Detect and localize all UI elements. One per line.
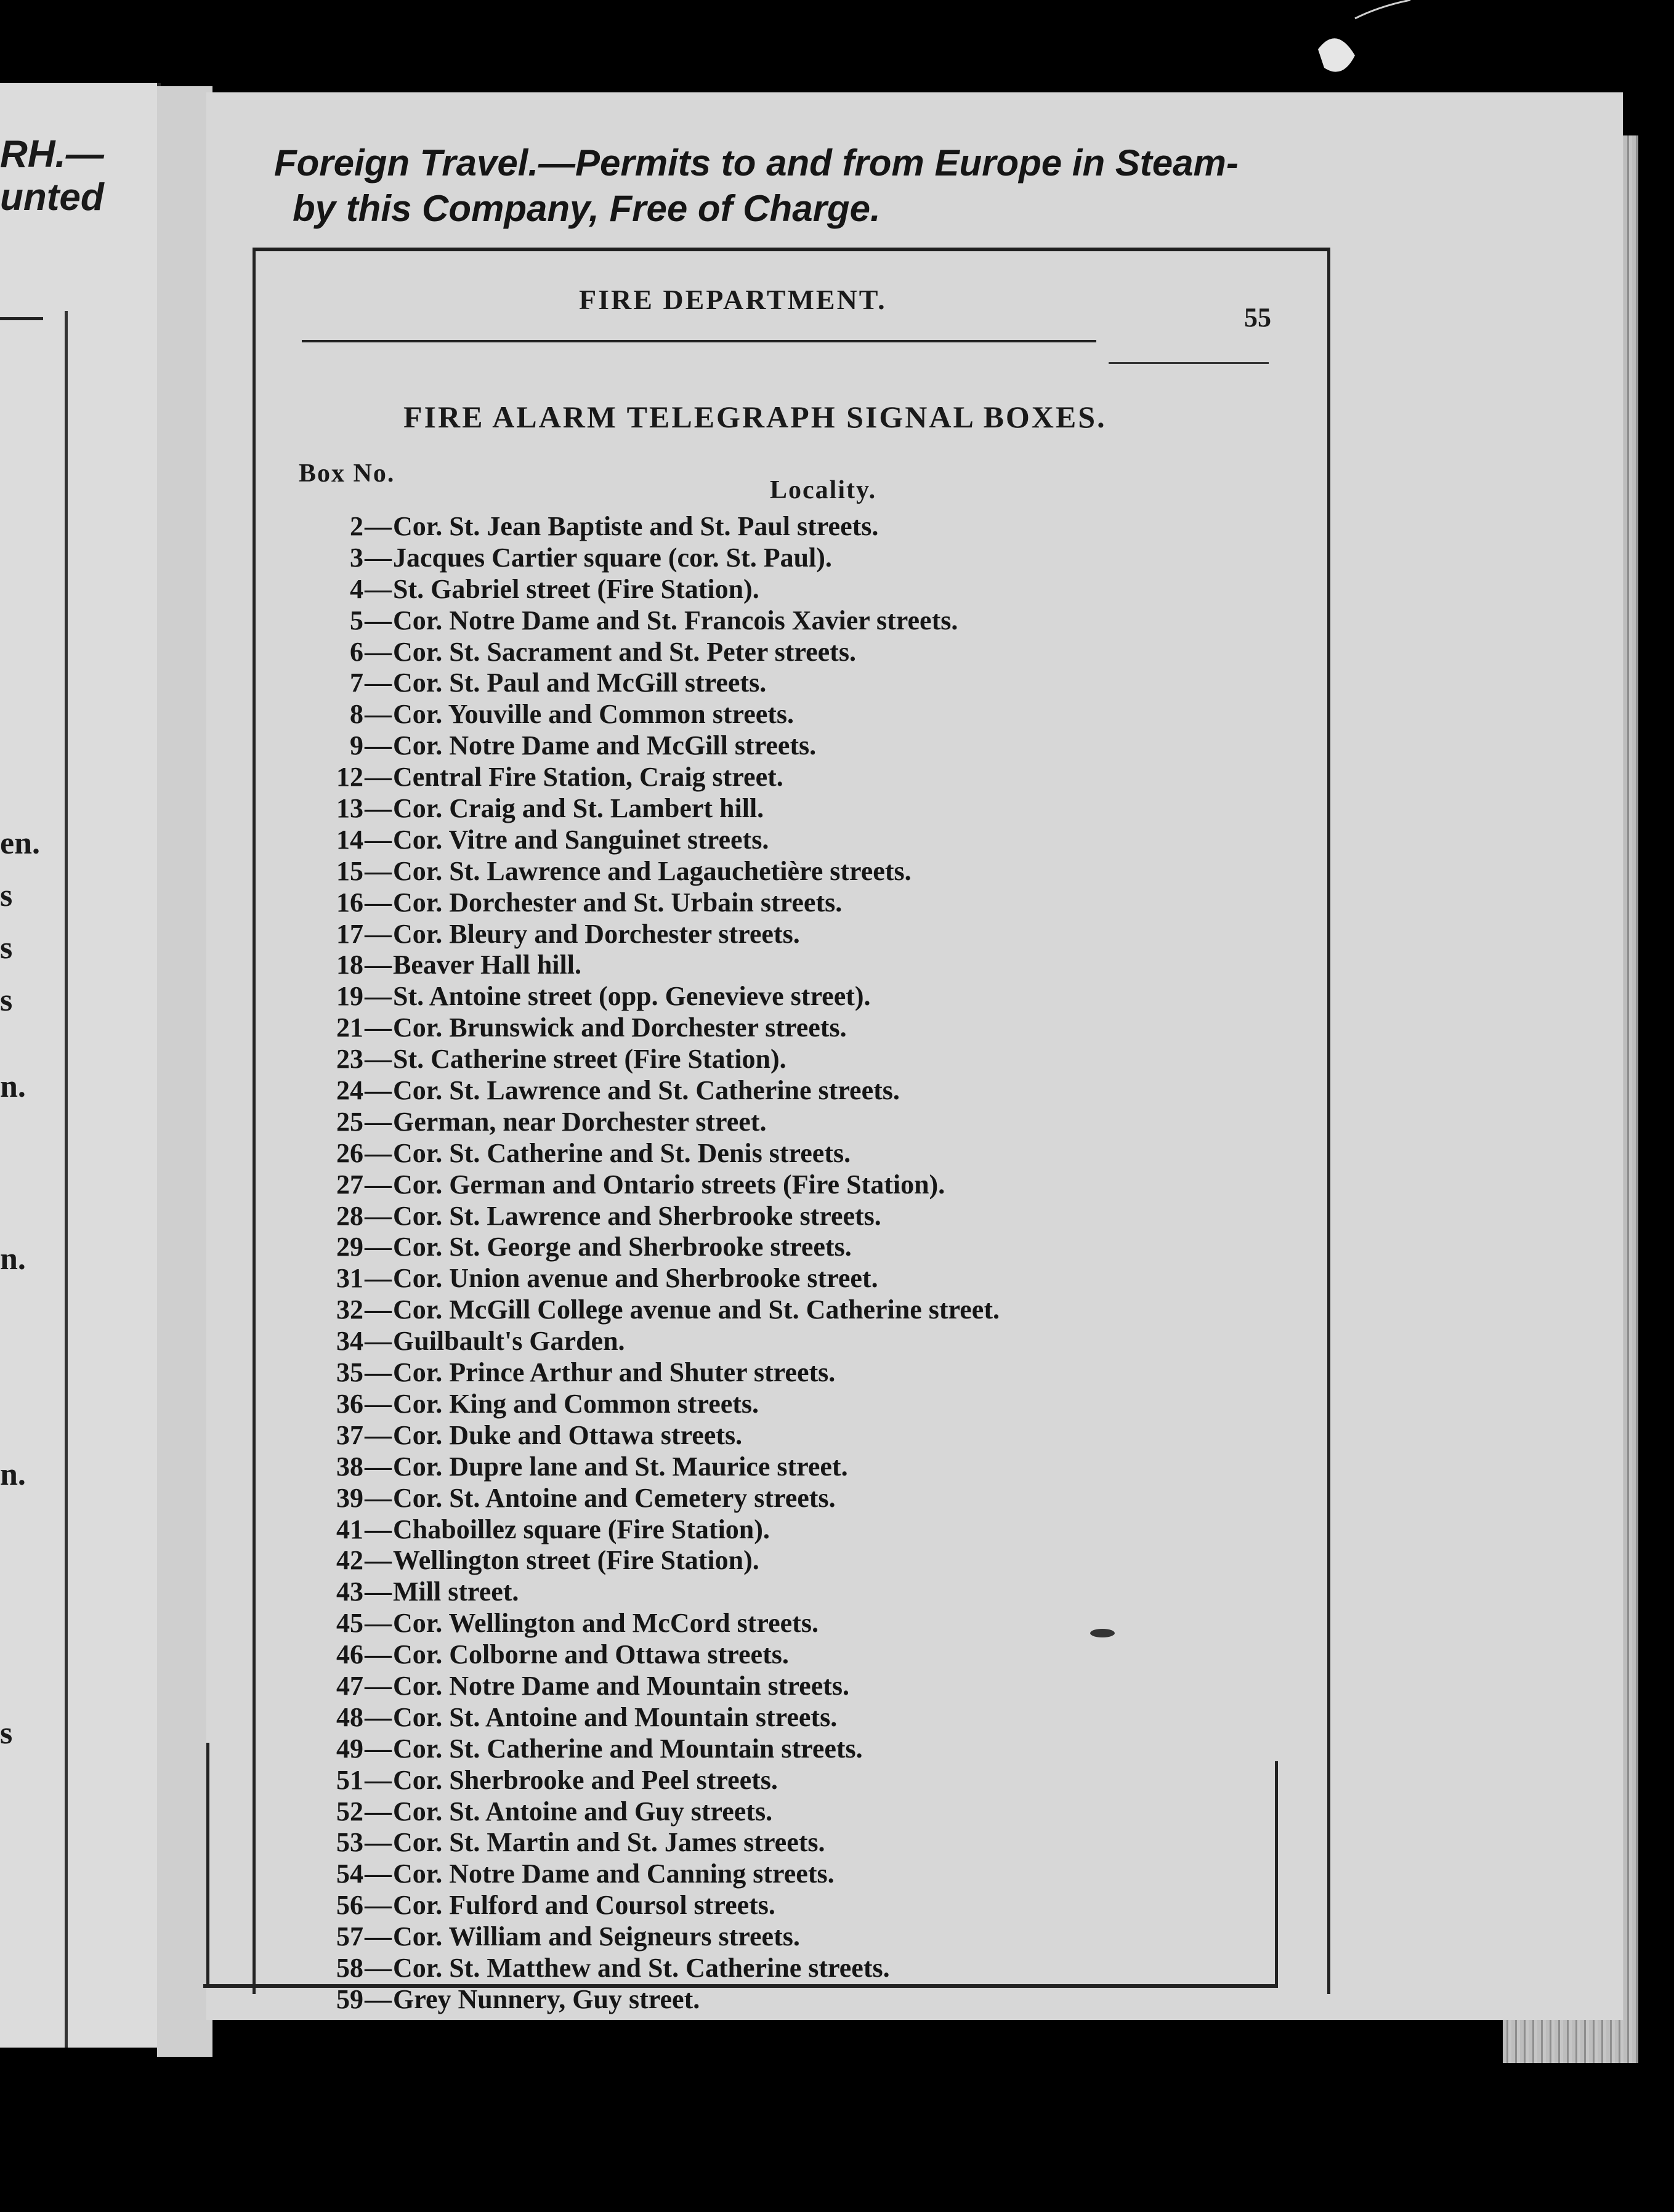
box-number: 47	[336, 1670, 363, 1701]
signal-box-entry	[259, 1107, 1275, 1138]
em-dash-separator: —	[365, 793, 392, 824]
em-dash-separator: —	[365, 1984, 392, 2014]
box-number: 14	[336, 824, 363, 855]
em-dash-separator: —	[365, 1326, 392, 1357]
box-locality: Cor. King and Common streets.	[393, 1388, 759, 1419]
signal-box-entry	[259, 1890, 1275, 1921]
list-title: FIRE ALARM TELEGRAPH SIGNAL BOXES.	[403, 400, 1107, 434]
signal-box-entry	[259, 1671, 1275, 1702]
signal-box-entry	[259, 762, 1275, 793]
signal-box-entry	[259, 699, 1275, 730]
em-dash-separator: —	[365, 1608, 392, 1639]
box-number: 42	[336, 1545, 363, 1576]
signal-box-entry	[259, 1608, 1275, 1639]
box-number: 21	[336, 1012, 363, 1043]
book-gutter	[157, 86, 212, 2057]
box-locality: Cor. Dorchester and St. Urbain streets.	[393, 887, 843, 918]
em-dash-separator: —	[365, 605, 392, 636]
box-number: 16	[336, 887, 363, 918]
box-locality: Cor. St. Martin and St. James streets.	[393, 1827, 825, 1858]
box-number: 8	[350, 699, 363, 730]
box-number: 48	[336, 1701, 363, 1732]
signal-box-entry	[259, 1326, 1275, 1357]
box-locality: Cor. McGill College avenue and St. Catherine street.	[393, 1294, 1000, 1325]
em-dash-separator: —	[365, 887, 392, 918]
signal-box-entry	[259, 668, 1275, 699]
box-number: 56	[336, 1890, 363, 1921]
box-number: 43	[336, 1576, 363, 1607]
box-number: 58	[336, 1952, 363, 1983]
em-dash-separator: —	[365, 730, 392, 761]
box-locality: Cor. St. Lawrence and Lagauchetière streets.	[393, 855, 912, 886]
box-number: 29	[336, 1232, 363, 1262]
box-locality: Cor. Vitre and Sanguinet streets.	[393, 824, 769, 855]
box-locality: Cor. Dupre lane and St. Maurice street.	[393, 1451, 848, 1482]
column-header-box-no: Box No.	[299, 459, 395, 488]
signal-box-entry	[259, 1201, 1275, 1232]
box-number: 26	[336, 1137, 363, 1168]
box-number: 13	[336, 793, 363, 824]
signal-box-entry	[259, 981, 1275, 1012]
signal-box-entry	[259, 1514, 1275, 1546]
box-number: 27	[336, 1169, 363, 1200]
header-advertisement	[274, 140, 1333, 232]
box-number: 15	[336, 855, 363, 886]
box-number: 45	[336, 1608, 363, 1639]
left-page-border	[0, 311, 68, 2048]
em-dash-separator: —	[365, 981, 392, 1012]
box-locality: Cor. St. Paul and McGill streets.	[393, 668, 767, 698]
signal-box-entry	[259, 1451, 1275, 1483]
box-number: 32	[336, 1294, 363, 1325]
em-dash-separator: —	[365, 1827, 392, 1858]
box-locality: Cor. Youville and Common streets.	[393, 699, 795, 730]
box-locality: Beaver Hall hill.	[393, 950, 581, 980]
box-locality: Cor. Notre Dame and McGill streets.	[393, 730, 817, 761]
advertisement-line: Foreign Travel.—Permits to and from Europe in Steam-	[274, 142, 1239, 184]
em-dash-separator: —	[365, 1012, 392, 1043]
em-dash-separator: —	[365, 1701, 392, 1732]
box-locality: Cor. Sherbrooke and Peel streets.	[393, 1764, 778, 1795]
signal-box-entry	[259, 1639, 1275, 1671]
box-locality: St. Antoine street (opp. Genevieve street).	[393, 981, 871, 1012]
signal-box-entry	[259, 1765, 1275, 1796]
left-page-fragment: unted	[0, 176, 104, 219]
box-locality: Cor. Duke and Ottawa streets.	[393, 1419, 743, 1450]
box-number: 25	[336, 1106, 363, 1137]
ink-speck	[1090, 1629, 1115, 1637]
em-dash-separator: —	[365, 1639, 392, 1670]
signal-box-entry	[259, 856, 1275, 887]
box-locality: Cor. St. Jean Baptiste and St. Paul streets.	[393, 511, 879, 541]
box-locality: Chaboillez square (Fire Station).	[393, 1514, 770, 1544]
em-dash-separator: —	[365, 1169, 392, 1200]
em-dash-separator: —	[365, 1200, 392, 1231]
box-number: 18	[336, 950, 363, 980]
box-number: 31	[336, 1263, 363, 1294]
box-locality: Cor. St. Antoine and Cemetery streets.	[393, 1482, 836, 1513]
signal-box-entry	[259, 1953, 1275, 1984]
em-dash-separator: —	[365, 573, 392, 604]
box-locality: Guilbault's Garden.	[393, 1326, 625, 1357]
em-dash-separator: —	[365, 1859, 392, 1889]
em-dash-separator: —	[365, 1232, 392, 1262]
box-locality: Cor. St. Antoine and Guy streets.	[393, 1796, 773, 1827]
em-dash-separator: —	[365, 1388, 392, 1419]
signal-box-entry	[259, 793, 1275, 825]
signal-box-entry	[259, 1012, 1275, 1044]
box-locality: St. Gabriel street (Fire Station).	[393, 573, 759, 604]
em-dash-separator: —	[365, 1263, 392, 1294]
box-locality: Cor. Notre Dame and Canning streets.	[393, 1859, 835, 1889]
em-dash-separator: —	[365, 1357, 392, 1388]
em-dash-separator: —	[365, 1764, 392, 1795]
em-dash-separator: —	[365, 1294, 392, 1325]
box-number: 51	[336, 1764, 363, 1795]
box-locality: Cor. Notre Dame and St. Francois Xavier streets.	[393, 605, 958, 636]
left-page-margin-mark: n.	[0, 1457, 26, 1492]
em-dash-separator: —	[365, 950, 392, 980]
em-dash-separator: —	[365, 1576, 392, 1607]
signal-box-entry	[259, 1921, 1275, 1953]
box-locality: Cor. St. Catherine and St. Denis streets.	[393, 1137, 851, 1168]
signal-box-entry	[259, 1420, 1275, 1451]
box-locality: Cor. St. Matthew and St. Catherine streets.	[393, 1952, 890, 1983]
signal-box-entry	[259, 1545, 1275, 1576]
box-number: 36	[336, 1388, 363, 1419]
signal-box-entry	[259, 1294, 1275, 1326]
box-number: 46	[336, 1639, 363, 1670]
signal-box-entry	[259, 1357, 1275, 1389]
box-number: 52	[336, 1796, 363, 1827]
em-dash-separator: —	[365, 1514, 392, 1544]
box-locality: Cor. St. George and Sherbrooke streets.	[393, 1232, 852, 1262]
column-header-locality: Locality.	[770, 476, 877, 504]
signal-box-entry	[259, 1796, 1275, 1828]
signal-box-entry	[259, 605, 1275, 637]
box-locality: Central Fire Station, Craig street.	[393, 762, 783, 793]
signal-box-entry	[259, 1483, 1275, 1514]
box-locality: Cor. St. Lawrence and St. Catherine streets.	[393, 1075, 900, 1106]
em-dash-separator: —	[365, 1733, 392, 1764]
left-page-margin-mark: s	[0, 930, 13, 966]
box-number: 39	[336, 1482, 363, 1513]
signal-box-entry	[259, 1702, 1275, 1734]
box-number: 49	[336, 1733, 363, 1764]
em-dash-separator: —	[365, 1796, 392, 1827]
box-number: 2	[350, 511, 363, 541]
signal-box-entry	[259, 950, 1275, 981]
box-locality: Mill street.	[393, 1576, 519, 1607]
box-number: 53	[336, 1827, 363, 1858]
signal-box-entry	[259, 637, 1275, 668]
box-number: 9	[350, 730, 363, 761]
section-title: FIRE DEPARTMENT.	[579, 284, 887, 315]
left-facing-page	[0, 83, 161, 2048]
em-dash-separator: —	[365, 1545, 392, 1576]
signal-box-entry	[259, 1389, 1275, 1420]
signal-box-entry	[259, 1263, 1275, 1294]
box-locality: Cor. Craig and St. Lambert hill.	[393, 793, 764, 824]
box-number: 12	[336, 762, 363, 793]
box-locality: Cor. St. Lawrence and Sherbrooke streets.	[393, 1200, 881, 1231]
em-dash-separator: —	[365, 762, 392, 793]
advertisement-line: by this Company, Free of Charge.	[293, 188, 881, 229]
box-locality: Cor. Prince Arthur and Shuter streets.	[393, 1357, 836, 1388]
header-rule-short	[1109, 362, 1269, 364]
box-locality: Grey Nunnery, Guy street.	[393, 1984, 700, 2014]
signal-box-list	[259, 511, 1275, 2016]
box-number: 5	[350, 605, 363, 636]
signal-box-entry	[259, 1232, 1275, 1263]
left-page-margin-mark: n.	[0, 1241, 26, 1277]
signal-box-entry	[259, 1138, 1275, 1169]
box-locality: German, near Dorchester street.	[393, 1106, 767, 1137]
box-number: 4	[350, 573, 363, 604]
box-locality: Cor. St. Catherine and Mountain streets.	[393, 1733, 863, 1764]
box-number: 23	[336, 1044, 363, 1075]
box-number: 54	[336, 1859, 363, 1889]
signal-box-entry	[259, 825, 1275, 856]
page-number: 55	[1244, 302, 1271, 333]
box-locality: Cor. St. Sacrament and St. Peter streets.	[393, 636, 856, 667]
left-page-margin-mark: n.	[0, 1069, 26, 1104]
em-dash-separator: —	[365, 1075, 392, 1106]
signal-box-entry	[259, 1984, 1275, 2016]
em-dash-separator: —	[365, 855, 392, 886]
signal-box-entry	[259, 919, 1275, 950]
signal-box-entry	[259, 574, 1275, 605]
box-number: 17	[336, 918, 363, 949]
signal-box-entry	[259, 730, 1275, 762]
box-number: 35	[336, 1357, 363, 1388]
box-number: 57	[336, 1921, 363, 1952]
em-dash-separator: —	[365, 542, 392, 573]
left-page-margin-mark: en.	[0, 826, 40, 861]
left-page-margin-mark: s	[0, 983, 13, 1018]
em-dash-separator: —	[365, 636, 392, 667]
left-page-margin-mark: s	[0, 1716, 13, 1751]
left-page-fragment: RH.—	[0, 133, 104, 176]
box-locality: Jacques Cartier square (cor. St. Paul).	[393, 542, 832, 573]
content-border-right	[1275, 1761, 1278, 1986]
content-border-left	[206, 1743, 209, 1986]
box-locality: St. Catherine street (Fire Station).	[393, 1044, 786, 1075]
box-number: 6	[350, 636, 363, 667]
signal-box-entry	[259, 1075, 1275, 1107]
em-dash-separator: —	[365, 1137, 392, 1168]
box-locality: Cor. Brunswick and Dorchester streets.	[393, 1012, 847, 1043]
box-number: 24	[336, 1075, 363, 1106]
box-number: 59	[336, 1984, 363, 2014]
em-dash-separator: —	[365, 1890, 392, 1921]
box-locality: Cor. German and Ontario streets (Fire Station).	[393, 1169, 945, 1200]
box-number: 37	[336, 1419, 363, 1450]
header-rule	[302, 340, 1096, 342]
em-dash-separator: —	[365, 1670, 392, 1701]
box-locality: Cor. Bleury and Dorchester streets.	[393, 918, 800, 949]
box-locality: Cor. William and Seigneurs streets.	[393, 1921, 800, 1952]
em-dash-separator: —	[365, 1044, 392, 1075]
box-number: 7	[350, 668, 363, 698]
signal-box-entry	[259, 1169, 1275, 1201]
em-dash-separator: —	[365, 1952, 392, 1983]
signal-box-entry	[259, 1734, 1275, 1765]
em-dash-separator: —	[365, 699, 392, 730]
em-dash-separator: —	[365, 1451, 392, 1482]
box-number: 19	[336, 981, 363, 1012]
left-page-margin-mark: s	[0, 878, 13, 913]
box-locality: Cor. Wellington and McCord streets.	[393, 1608, 819, 1639]
em-dash-separator: —	[365, 918, 392, 949]
box-number: 28	[336, 1200, 363, 1231]
signal-box-entry	[259, 1827, 1275, 1859]
box-number: 34	[336, 1326, 363, 1357]
signal-box-entry	[259, 1576, 1275, 1608]
box-locality: Cor. Notre Dame and Mountain streets.	[393, 1670, 850, 1701]
torn-corner-icon	[1256, 0, 1417, 123]
signal-box-entry	[259, 887, 1275, 919]
box-locality: Cor. Fulford and Coursol streets.	[393, 1890, 775, 1921]
box-locality: Cor. Colborne and Ottawa streets.	[393, 1639, 789, 1670]
signal-box-entry	[259, 1044, 1275, 1075]
em-dash-separator: —	[365, 1419, 392, 1450]
box-number: 3	[350, 542, 363, 573]
em-dash-separator: —	[365, 1921, 392, 1952]
signal-box-entry	[259, 1859, 1275, 1890]
box-number: 41	[336, 1514, 363, 1544]
box-locality: Wellington street (Fire Station).	[393, 1545, 759, 1576]
em-dash-separator: —	[365, 511, 392, 541]
box-number: 38	[336, 1451, 363, 1482]
em-dash-separator: —	[365, 668, 392, 698]
em-dash-separator: —	[365, 824, 392, 855]
signal-box-entry	[259, 511, 1275, 543]
box-locality: Cor. Union avenue and Sherbrooke street.	[393, 1263, 878, 1294]
signal-box-entry	[259, 543, 1275, 574]
em-dash-separator: —	[365, 1482, 392, 1513]
em-dash-separator: —	[365, 1106, 392, 1137]
box-locality: Cor. St. Antoine and Mountain streets.	[393, 1701, 838, 1732]
